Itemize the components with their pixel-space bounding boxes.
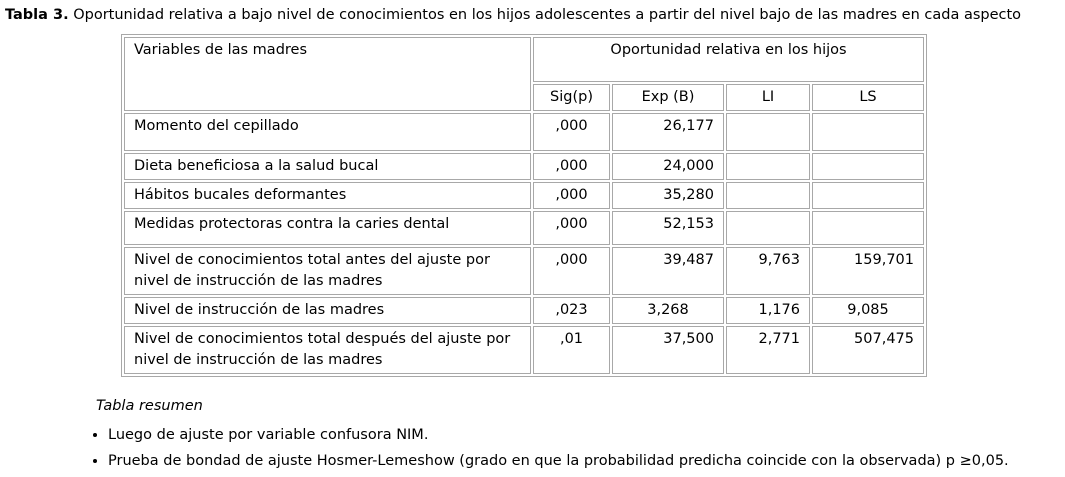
col-li: LI [726,84,810,111]
row-sig: ,000 [533,113,610,151]
row-exp: 26,177 [612,113,724,151]
row-li [726,153,810,180]
caption-text: Oportunidad relativa a bajo nivel de conocimientos en los hijos adolescentes a partir del nivel bajo de las madres en cada aspecto [73,7,1022,23]
row-li: 1,176 [726,297,810,324]
row-exp: 37,500 [612,326,724,374]
row-li [726,113,810,151]
row-variable: Momento del cepillado [124,113,531,151]
header-row [124,37,924,82]
row-li [726,182,810,209]
row-ls: 159,701 [812,247,924,295]
row-variable: Hábitos bucales deformantes [124,182,531,209]
table-row [124,113,924,151]
table-row [124,211,924,245]
col-sig: Sig(p) [533,84,610,111]
row-li: 2,771 [726,326,810,374]
row-sig: ,023 [533,297,610,324]
col-ls: LS [812,84,924,111]
table-row [124,297,924,324]
header-variables: Variables de las madres [124,37,531,111]
row-exp: 3,268 [612,297,724,324]
list-item: • Luego de ajuste por variable confusora NIM. [108,425,1009,446]
odds-ratio-table [121,34,927,377]
row-ls: 9,085 [812,297,924,324]
row-variable: Nivel de instrucción de las madres [124,297,531,324]
row-exp: 39,487 [612,247,724,295]
row-exp: 24,000 [612,153,724,180]
caption-label: Tabla 3. [5,7,69,23]
table-caption [5,7,1021,23]
summary-title: Tabla resumen [96,398,203,414]
row-variable: Dieta beneficiosa a la salud bucal [124,153,531,180]
row-sig: ,01 [533,326,610,374]
row-sig: ,000 [533,182,610,209]
row-sig: ,000 [533,247,610,295]
row-ls: 507,475 [812,326,924,374]
table-row [124,153,924,180]
row-sig: ,000 [533,153,610,180]
header-group: Oportunidad relativa en los hijos [533,37,924,82]
col-exp: Exp (B) [612,84,724,111]
list-item: • Prueba de bondad de ajuste Hosmer-Lemeshow (grado en que la probabilidad predicha coincide con la observada) p ≥0,05. [108,451,1009,472]
row-sig: ,000 [533,211,610,245]
row-li [726,211,810,245]
row-variable: Nivel de conocimientos total después del ajuste por nivel de instrucción de las madres [124,326,531,374]
row-exp: 52,153 [612,211,724,245]
table-row [124,247,924,295]
row-variable: Medidas protectoras contra la caries dental [124,211,531,245]
table-row [124,326,924,374]
row-ls [812,113,924,151]
row-variable: Nivel de conocimientos total antes del ajuste por nivel de instrucción de las madres [124,247,531,295]
row-ls [812,153,924,180]
row-exp: 35,280 [612,182,724,209]
summary-list [84,425,1009,477]
table-row [124,182,924,209]
row-li: 9,763 [726,247,810,295]
row-ls [812,211,924,245]
row-ls [812,182,924,209]
